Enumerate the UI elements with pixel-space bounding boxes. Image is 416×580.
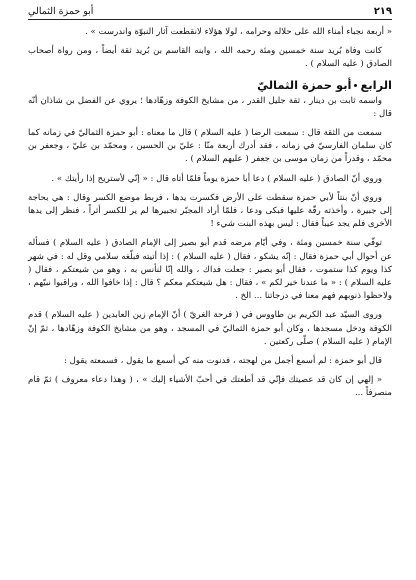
paragraph-thabit-intro: واسمه ثابت بن دينار ، ثقة جليل القدر ، من مشايخ الكوفة وزهّادها ؛ يروي عن الفضل بن شاذان أنّه قال : [28,95,392,119]
page-header [28,6,392,20]
heading-separator [354,84,357,87]
page-number: ٢١٩ [373,6,392,17]
paragraph-sadiq-call: وروي أنّ الصادق ( عليه السلام ) دعا أبا حمزة يوماً فلمّا أتاه قال : « إنّي لأستريح إذا رأيتك » . [51,173,382,184]
section-name: أبو حمزة الثماليّ [257,77,352,92]
section-heading [28,78,392,92]
paragraph-ibn-tawus: وروى السيّد عبد الكريم بن طاووس في ( فرحة الغريّ ) أنّ الإمام زين العابدين ( عليه السلام ) قدم الكوفة ودخل مسجدها ، وكان أبو حمزة الثماليّ في المسجد ، وهو من مشايخ الكوفة وزهّادها ، ثمّ إنّ الإمام ( عليه السلام ) صلّى ركعتين . [28,310,392,347]
paragraph-supplication: « إلهي إن كان قد عصيتك فإنّي قد أطعتك في أحبّ الأشياء إليك » ، ( وهذا دعاء معروف ) ثمّ قام منصرفاً ... [28,375,392,399]
paragraph-daughter-story: وروي أنّ بنتاً لأبي حمزة سقطت على الأرض فكسرت يدها ، فربط موضع الكسر وقال : هي بحاجة إلى جبيرة ، وأخذته رقّة عليها فبكى ودعا ، فلمّا أراد المجبّر تجبيرها لم ير للكسر أثراً ، فنظر إلى يدها الأخرى فلم يجد عيباً فقال : ليس بهذه البنت شيء ! [28,192,392,230]
paragraph-burayd-death: كانت وفاة بُريد سنة خمسين ومئة رحمه الله ، وابنه القاسم بن بُريد ثقة أيضاً ، ومن رواة أصحاب الصادق ( عليه السلام ) . [28,46,392,70]
paragraph-death-abu-basir: توفّي سنة خمسين ومئة ، وفي أيّام مرضه قدم أبو بصير إلى الإمام الصادق ( عليه السلام ) فسأله عن أحوال أبي حمزة فقال : إنّه يشكو ، فقال ( عليه السلام ) : إذا أتيته فبلّغه سلامي وقل له : في شهر كذا ويوم كذا ستموت ، فقال أبو بصير : جعلت فداك ، والله إنّا لنأنس به ، وهو من شيعتكم ، فقال ( عليه السلام ) : « ما عندنا خير لكم » ، فقال : هل شيعتكم معكم ؟ قال : إذا خافوا الله ، وراقبوا نبيّهم ، ولاحظوا ذنوبهم فهم معنا في درجاتنا ... الخ . [28,238,392,302]
running-title: أبو حمزة الثمالي [28,6,94,17]
section-number: الرابع [360,77,392,92]
paragraph-quote-nujaba: « أربعة نجباء أمناء الله على حلاله وحرامه ، لولا هؤلاء لانقطعت آثار النبوّة واندرست » . [85,27,392,37]
paragraph-rida-saying: سمعت من الثقة قال : سمعت الرضا ( عليه السلام ) قال ما معناه : أبو حمزة الثماليّ في زمانه كما كان سلمان الفارسيّ في زمانه ، فقد أدرك أربعة منّا : عليّ بن الحسين ، ومحمّد بن عليّ ، وجعفر بن محمّد ، وقدراً من زمان موسى بن جعفر ( عليهم السلام ) . [28,128,392,165]
paragraph-abu-hamza-said: قال أبو حمزة : لم أسمع أجمل من لهجته ، فدنوت منه كي أسمع ما يقول ، فسمعته يقول : [64,356,382,367]
